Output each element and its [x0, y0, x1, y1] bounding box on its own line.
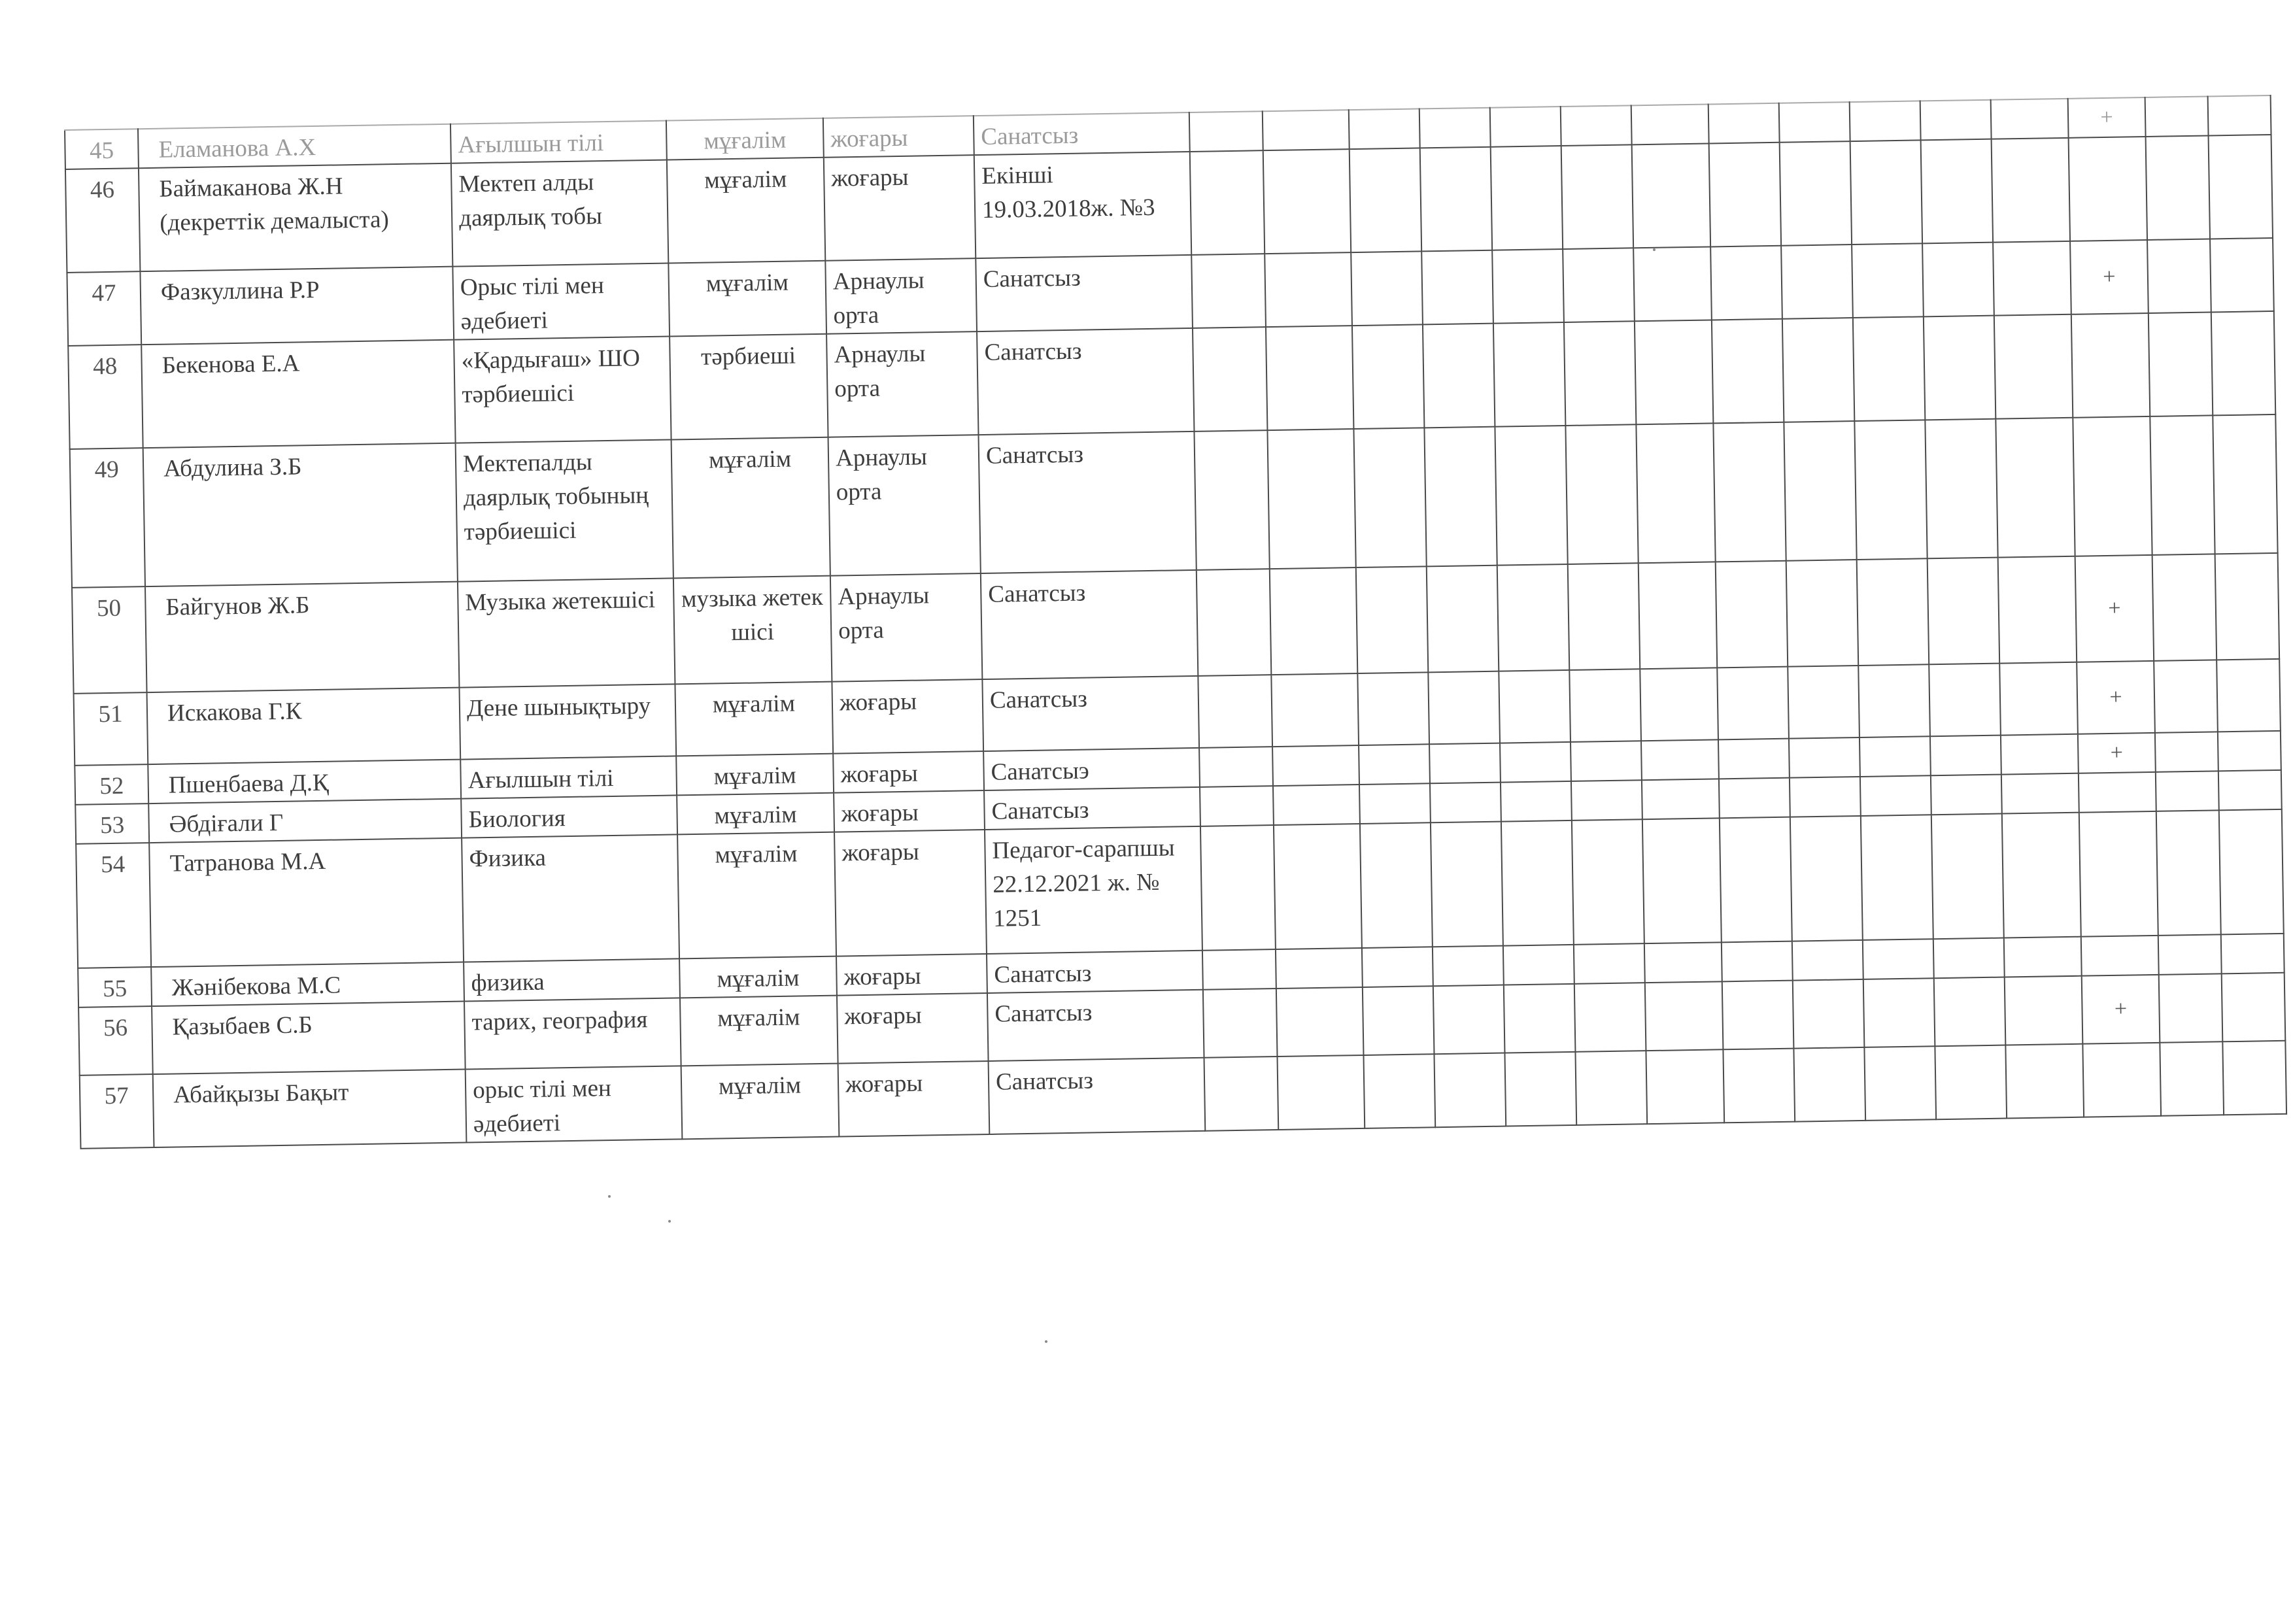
mark-cell — [1991, 99, 2069, 139]
position-cell: мұғалім — [677, 832, 836, 959]
mark-cell — [1929, 664, 2001, 737]
mark-cell — [1928, 558, 2000, 665]
education-cell: Арнаулы орта — [826, 331, 978, 437]
mark-cell — [1999, 662, 2078, 736]
mark-cell — [1266, 326, 1353, 430]
mark-cell — [1933, 938, 2005, 979]
mark-cell — [1934, 977, 2006, 1047]
mark-cell — [1357, 672, 1429, 745]
mark-cell — [1633, 246, 1712, 321]
mark-cell — [1710, 246, 1782, 320]
mark-cell — [2081, 936, 2159, 976]
mark-cell — [1423, 324, 1495, 428]
mark-cell — [1779, 102, 1850, 143]
position-cell: мұғалім — [677, 793, 834, 835]
mark-cell: + — [2068, 97, 2146, 138]
mark-cell — [1198, 675, 1272, 748]
mark-cell — [1194, 430, 1269, 570]
mark-cell — [1265, 252, 1352, 327]
teacher-name: Абдулина З.Б — [143, 443, 458, 586]
mark-cell — [1202, 949, 1276, 990]
position-cell: мұғалім — [680, 996, 838, 1066]
category-cell: Санатсыз — [981, 570, 1198, 679]
position-cell: мұғалім — [679, 956, 837, 998]
category-cell: Санатсыз — [984, 787, 1200, 830]
mark-cell: + — [2078, 733, 2156, 773]
mark-cell — [1267, 429, 1355, 569]
education-cell: жоғары — [833, 751, 984, 793]
mark-cell — [1349, 109, 1420, 149]
position-cell: мұғалім — [667, 158, 825, 263]
scan-speck — [668, 1220, 671, 1223]
mark-cell — [2150, 415, 2215, 554]
mark-cell — [1722, 941, 1793, 982]
mark-cell — [1636, 423, 1715, 563]
mark-cell — [1191, 254, 1266, 328]
teacher-name: Пшенбаева Д.Қ — [148, 760, 461, 804]
row-number: 55 — [78, 967, 152, 1007]
position-cell: мұғалім — [676, 754, 834, 796]
mark-cell — [1857, 558, 1929, 666]
mark-cell — [2218, 770, 2282, 811]
mark-cell — [1860, 736, 1931, 777]
mark-cell — [1571, 741, 1642, 781]
mark-cell — [2222, 973, 2286, 1041]
mark-cell — [1861, 815, 1933, 940]
mark-cell — [1850, 101, 1921, 141]
position-cell: тәрбиеші — [670, 334, 828, 440]
category-cell: Санатсыз — [974, 112, 1190, 155]
mark-cell — [2152, 554, 2217, 660]
mark-cell — [1504, 1052, 1576, 1126]
mark-cell — [2218, 731, 2281, 771]
mark-cell — [2005, 1044, 2084, 1119]
position-cell: мұғалім — [675, 682, 833, 756]
mark-cell — [1853, 316, 1925, 421]
subject-cell: Физика — [462, 834, 679, 962]
mark-cell — [1360, 822, 1433, 948]
category-cell: Санатсыз — [977, 328, 1194, 435]
mark-cell — [1850, 140, 1922, 245]
staff-table-sheet — [64, 95, 2287, 1149]
mark-cell — [1863, 978, 1935, 1047]
mark-cell — [1572, 819, 1644, 945]
mark-cell — [1190, 150, 1265, 255]
education-cell: Арнаулы орта — [828, 435, 981, 576]
mark-cell — [1569, 669, 1641, 742]
mark-cell — [1998, 556, 2077, 664]
mark-cell — [1780, 141, 1852, 246]
subject-cell: Ағылшын тілі — [450, 121, 667, 163]
subject-cell: Мектеп алды даярлық тобы — [451, 160, 668, 267]
mark-cell — [1782, 318, 1854, 422]
category-cell: Санатсыз — [976, 255, 1193, 331]
teacher-name: Бекенова Е.А — [141, 340, 455, 448]
mark-cell — [1646, 1049, 1724, 1124]
education-cell: Арнаулы орта — [825, 258, 977, 334]
mark-cell — [1723, 1049, 1795, 1123]
teacher-name: Баймаканова Ж.Н (декреттік демалыста) — [139, 163, 452, 271]
mark-cell — [1501, 820, 1574, 946]
mark-cell — [1922, 243, 1994, 317]
mark-cell — [1350, 148, 1421, 252]
category-cell: Екінші 19.03.2018ж. №3 — [974, 152, 1191, 258]
mark-cell — [1362, 947, 1433, 987]
mark-cell — [1276, 948, 1363, 989]
mark-cell — [1644, 942, 1722, 983]
mark-cell — [2219, 809, 2284, 934]
mark-cell — [2069, 137, 2147, 241]
mark-cell — [1429, 743, 1501, 784]
mark-cell — [1563, 248, 1635, 322]
mark-cell — [1501, 781, 1572, 822]
mark-cell — [1852, 243, 1924, 318]
row-number: 54 — [76, 843, 151, 968]
teacher-name: Жәнібекова М.С — [151, 962, 464, 1007]
mark-cell — [1278, 1055, 1365, 1130]
mark-cell — [1640, 668, 1718, 741]
mark-cell — [1420, 147, 1492, 252]
subject-cell: Мектепалды даярлық тобының тәрбиешісі — [456, 439, 673, 581]
mark-cell — [1419, 108, 1491, 148]
position-cell: мұғалім — [671, 437, 830, 579]
mark-cell — [2145, 96, 2209, 137]
mark-cell — [2213, 414, 2277, 554]
mark-cell — [2217, 659, 2281, 732]
mark-cell — [1565, 424, 1638, 564]
position-cell: мұғалім — [668, 261, 826, 337]
scan-speck — [1045, 1340, 1047, 1343]
subject-cell: Дене шынықтыру — [459, 684, 676, 759]
education-cell: жоғары — [834, 830, 987, 956]
mark-cell — [1564, 321, 1636, 426]
teacher-name: Абайқызы Бақыт — [153, 1070, 467, 1147]
row-number: 47 — [67, 271, 141, 346]
row-number: 49 — [70, 448, 145, 588]
mark-cell — [1200, 825, 1276, 951]
category-cell: Санатсыз — [982, 676, 1199, 751]
row-number: 50 — [72, 586, 147, 694]
mark-cell — [2001, 734, 2079, 775]
mark-cell — [2001, 773, 2079, 814]
mark-cell — [1204, 1057, 1279, 1131]
mark-cell — [1499, 670, 1571, 743]
mark-cell — [1994, 314, 2073, 419]
mark-cell — [1713, 422, 1786, 562]
mark-cell — [1860, 775, 1931, 816]
mark-cell — [1931, 814, 2004, 939]
row-number: 53 — [75, 804, 149, 844]
category-cell: Санатсыз — [989, 1058, 1206, 1134]
category-cell: Педагог-сарапшы 22.12.2021 ж. № 1251 — [985, 826, 1202, 954]
mark-cell — [1504, 984, 1576, 1053]
mark-cell — [1274, 824, 1362, 949]
mark-cell — [1356, 566, 1429, 673]
mark-cell — [1790, 816, 1863, 941]
teacher-name: Қазыбаев С.Б — [152, 1002, 466, 1074]
mark-cell — [2158, 934, 2222, 975]
category-cell: Санатсыз — [987, 990, 1204, 1061]
position-cell: музыка жетек шісі — [673, 576, 832, 685]
mark-cell — [1359, 783, 1431, 824]
mark-cell — [1433, 946, 1504, 987]
mark-cell — [1781, 245, 1853, 319]
mark-cell: + — [2070, 240, 2149, 314]
mark-cell — [1571, 780, 1642, 820]
teacher-name: Искакова Г.К — [147, 688, 461, 764]
mark-cell: + — [2077, 661, 2155, 734]
mark-cell — [2154, 660, 2218, 732]
mark-cell — [1792, 940, 1863, 981]
education-cell: Арнаулы орта — [830, 573, 983, 682]
education-cell: жоғары — [836, 954, 987, 996]
category-cell: Санатсыз — [979, 431, 1197, 573]
mark-cell — [1992, 138, 2070, 243]
mark-cell — [1722, 981, 1794, 1050]
mark-cell — [1920, 100, 1992, 141]
mark-cell — [1575, 1051, 1647, 1125]
mark-cell — [1424, 427, 1497, 567]
education-cell: жоғары — [838, 1061, 990, 1137]
mark-cell — [1263, 110, 1350, 150]
mark-cell — [1434, 1053, 1506, 1128]
mark-cell — [1639, 562, 1718, 669]
mark-cell — [2082, 1043, 2161, 1117]
mark-cell — [1490, 107, 1561, 147]
mark-cell — [1427, 566, 1499, 673]
mark-cell — [1784, 421, 1856, 561]
mark-cell — [1635, 320, 1713, 424]
position-cell: мұғалім — [666, 118, 824, 160]
mark-cell — [1631, 104, 1709, 144]
subject-cell: Орыс тілі мен әдебиеті — [452, 263, 670, 340]
mark-cell — [2071, 313, 2150, 418]
education-cell: жоғары — [824, 155, 976, 261]
mark-cell — [2079, 811, 2158, 937]
mark-cell — [1495, 426, 1567, 566]
subject-cell: Музыка жетекшісі — [458, 578, 675, 687]
mark-cell — [2073, 416, 2152, 556]
mark-cell — [2147, 239, 2211, 313]
mark-cell — [1864, 1046, 1936, 1121]
teacher-name: Татранова М.А — [149, 838, 464, 967]
mark-cell — [1574, 943, 1645, 984]
teacher-name: Еламанова А.Х — [138, 124, 451, 169]
mark-cell: + — [2082, 975, 2160, 1044]
mark-cell — [1720, 817, 1792, 943]
mark-cell — [1497, 564, 1570, 671]
education-cell: жоғары — [837, 993, 989, 1064]
mark-cell — [1931, 775, 2002, 815]
mark-cell — [1719, 778, 1790, 819]
mark-cell — [2215, 553, 2280, 660]
row-number: 51 — [74, 692, 148, 766]
mark-cell — [1363, 1054, 1435, 1128]
mark-cell — [1199, 747, 1273, 787]
mark-cell — [1930, 736, 2001, 776]
mark-cell — [2005, 976, 2083, 1045]
row-number: 56 — [78, 1006, 153, 1075]
mark-cell — [1858, 664, 1930, 737]
subject-cell: «Қардығаш» ШО тәрбиешісі — [454, 336, 671, 443]
mark-cell — [1921, 139, 1993, 244]
row-number: 57 — [80, 1074, 154, 1149]
mark-cell — [1189, 111, 1263, 152]
row-number: 45 — [65, 129, 139, 169]
education-cell: жоғары — [823, 116, 974, 158]
mark-cell — [1273, 785, 1360, 825]
mark-cell — [1561, 144, 1633, 249]
mark-cell — [2156, 771, 2219, 811]
table-body — [65, 95, 2286, 1149]
teacher-name: Әбдіғали Г — [148, 799, 462, 843]
mark-cell — [1492, 249, 1564, 324]
mark-cell — [1500, 742, 1571, 783]
mark-cell — [2155, 732, 2218, 772]
mark-cell — [2221, 934, 2285, 974]
mark-cell — [2160, 1041, 2224, 1115]
mark-cell — [1718, 739, 1790, 779]
mark-cell — [1996, 418, 2075, 558]
mark-cell — [1709, 143, 1781, 247]
mark-cell — [2146, 135, 2210, 239]
mark-cell — [1854, 420, 1927, 560]
teacher-name: Байгунов Ж.Б — [145, 582, 459, 692]
scan-speck — [1653, 248, 1656, 251]
mark-cell — [1574, 983, 1646, 1052]
position-cell: мұғалім — [681, 1064, 840, 1140]
mark-cell — [1632, 143, 1710, 248]
mark-cell — [1788, 666, 1860, 739]
mark-cell — [1428, 671, 1500, 745]
mark-cell — [1924, 316, 1996, 420]
scan-speck — [608, 1195, 611, 1198]
mark-cell — [1641, 739, 1719, 780]
mark-cell — [1353, 428, 1426, 567]
mark-cell — [1561, 105, 1632, 146]
mark-cell — [1363, 986, 1435, 1055]
mark-cell — [1270, 567, 1358, 675]
mark-cell — [1351, 251, 1423, 326]
mark-cell — [1421, 250, 1493, 325]
mark-cell — [2002, 813, 2081, 938]
mark-cell — [1642, 818, 1722, 943]
mark-cell — [1352, 324, 1424, 429]
mark-cell — [1790, 777, 1861, 817]
mark-cell — [1642, 779, 1720, 819]
mark-cell — [1568, 563, 1640, 670]
mark-cell — [1935, 1045, 2007, 1120]
mark-cell — [1263, 149, 1351, 254]
category-cell: Санатсыз — [987, 951, 1203, 993]
mark-cell — [1786, 560, 1859, 667]
mark-cell — [1925, 419, 1997, 559]
mark-cell — [1193, 327, 1267, 431]
mark-cell — [2159, 973, 2223, 1042]
subject-cell: физика — [464, 958, 680, 1001]
mark-cell: + — [2075, 555, 2154, 662]
mark-cell — [2208, 95, 2271, 136]
mark-cell — [2156, 810, 2221, 935]
staff-table — [64, 95, 2287, 1149]
mark-cell — [1493, 322, 1565, 427]
mark-cell — [1197, 569, 1272, 676]
mark-cell — [1272, 745, 1359, 786]
mark-cell — [2211, 311, 2275, 415]
mark-cell — [1717, 667, 1789, 740]
subject-cell: Ағылшын тілі — [460, 756, 677, 798]
row-number: 48 — [68, 345, 143, 449]
mark-cell — [2149, 312, 2213, 416]
education-cell: жоғары — [834, 790, 985, 832]
mark-cell — [1359, 744, 1430, 785]
mark-cell — [1431, 822, 1503, 947]
mark-cell — [2222, 1041, 2286, 1115]
mark-cell — [1716, 561, 1788, 668]
mark-cell — [1863, 939, 1934, 979]
mark-cell — [1203, 989, 1278, 1058]
mark-cell — [1793, 1047, 1865, 1122]
mark-cell — [1789, 737, 1860, 778]
subject-cell: орыс тілі мен әдебиеті — [466, 1066, 683, 1142]
mark-cell — [1503, 945, 1574, 985]
mark-cell — [1433, 985, 1505, 1055]
mark-cell — [2004, 937, 2082, 977]
mark-cell — [1993, 241, 2071, 316]
mark-cell — [2079, 772, 2156, 813]
mark-cell — [1200, 786, 1274, 826]
category-cell: Санатсыэ — [983, 748, 1200, 790]
education-cell: жоғары — [832, 679, 983, 754]
subject-cell: Биология — [461, 795, 677, 837]
mark-cell — [1491, 146, 1563, 250]
mark-cell — [2210, 238, 2274, 312]
mark-cell — [1271, 673, 1359, 747]
mark-cell — [1276, 987, 1364, 1057]
mark-cell — [1430, 783, 1501, 823]
mark-cell — [1793, 979, 1865, 1049]
subject-cell: тарих, география — [464, 998, 681, 1069]
teacher-name: Фазкуллина Р.Р — [140, 267, 454, 345]
row-number: 52 — [75, 764, 148, 805]
row-number: 46 — [65, 168, 140, 273]
mark-cell — [1712, 319, 1784, 424]
mark-cell — [1645, 981, 1724, 1051]
mark-cell — [2209, 135, 2273, 239]
mark-cell — [1708, 103, 1780, 144]
